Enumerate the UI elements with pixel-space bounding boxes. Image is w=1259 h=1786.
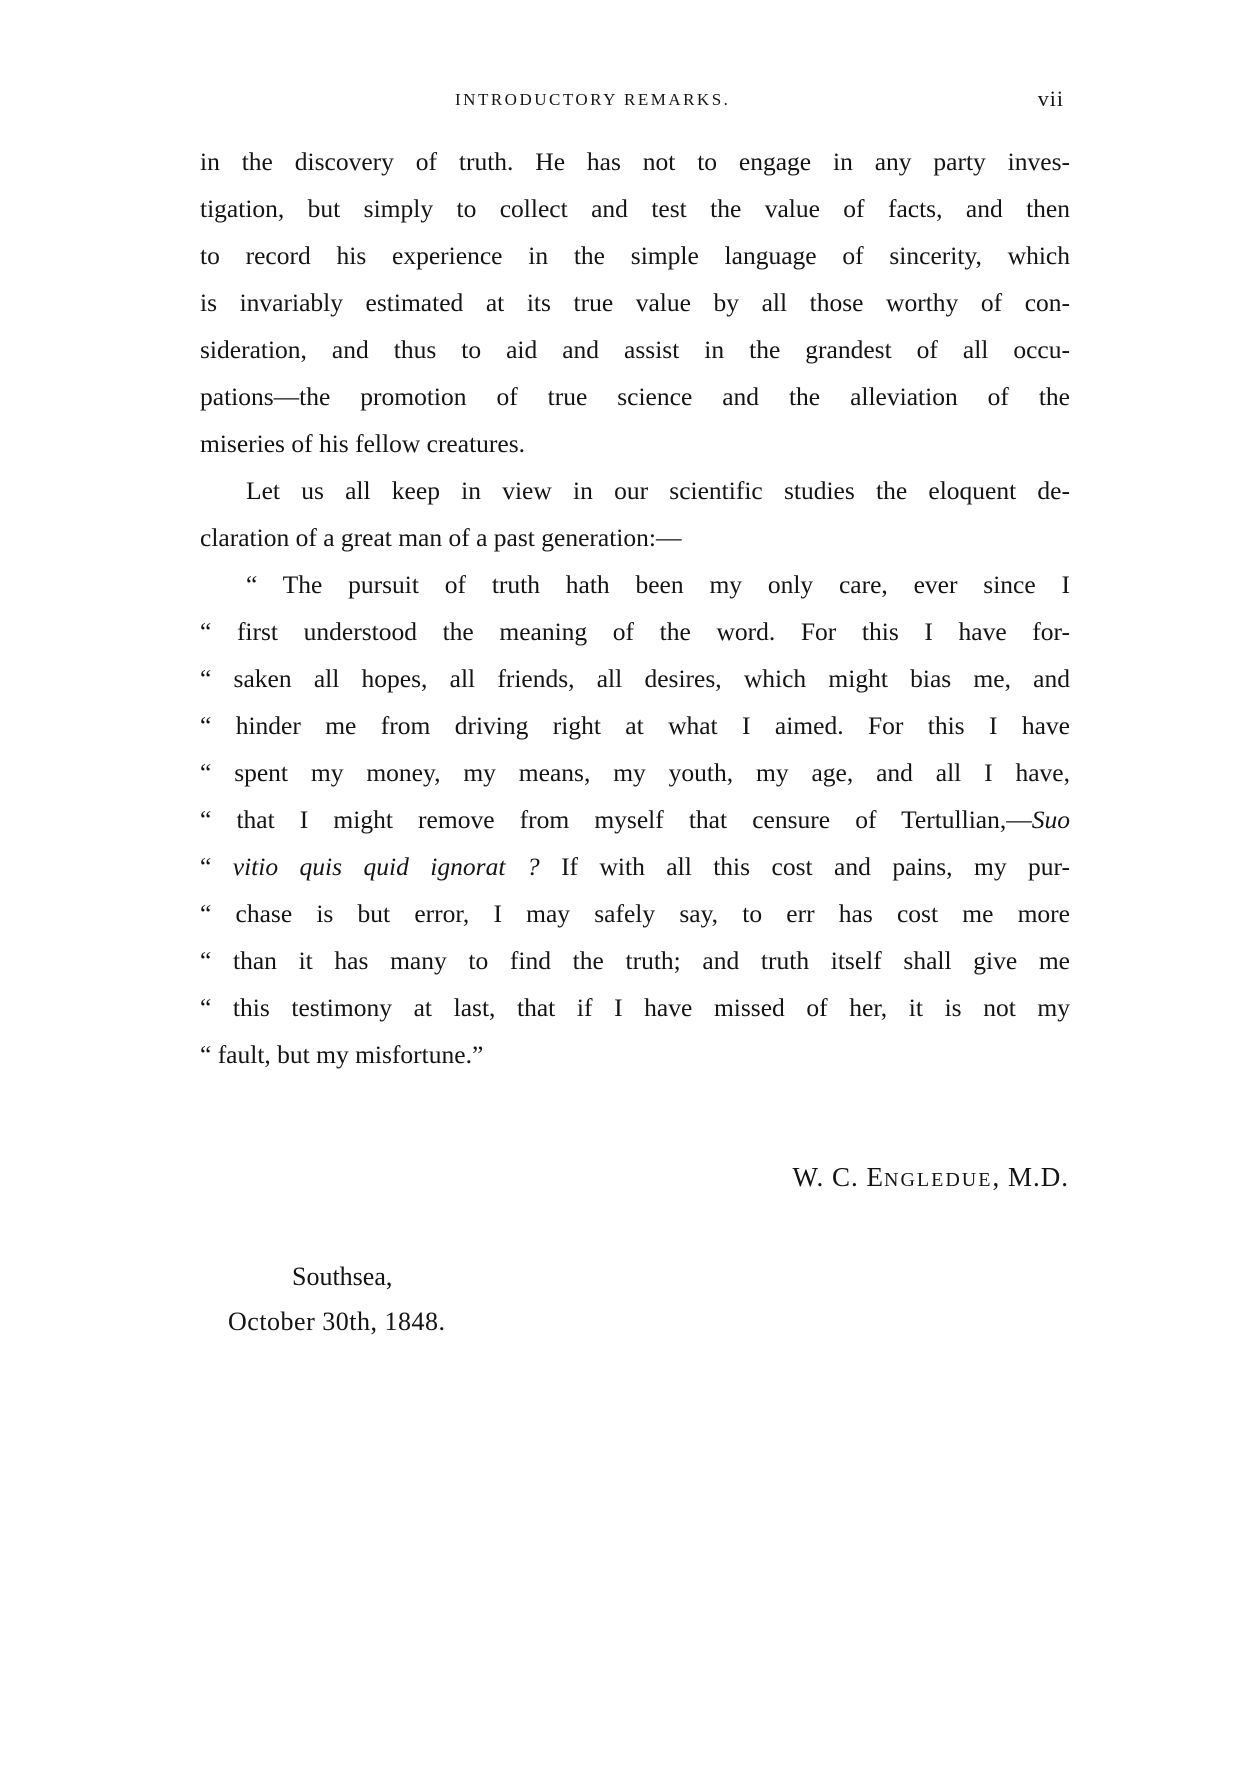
quote-line bbox=[200, 847, 1070, 887]
quote-line: “ first understood the meaning of the word. For this I have for- bbox=[200, 617, 1070, 646]
quote-line bbox=[200, 800, 1070, 840]
text-line: sideration, and thus to aid and assist in the grandest of all occu- bbox=[200, 335, 1070, 364]
text-line: Let us all keep in view in our scientific studies the eloquent de- bbox=[246, 476, 1070, 505]
quote-line: “ chase is but error, I may safely say, to err has cost me more bbox=[200, 899, 1070, 928]
author-initials: W. C. E bbox=[792, 1162, 885, 1192]
latin-phrase: Suo bbox=[1031, 805, 1070, 834]
author-signature bbox=[793, 1162, 1069, 1193]
text-line: miseries of his fellow creatures. bbox=[200, 429, 526, 458]
text-line: pations—the promotion of true science and the alleviation of the bbox=[200, 382, 1070, 411]
latin-phrase: vitio quis quid ignorat ? bbox=[232, 852, 540, 881]
page-number: vii bbox=[1037, 86, 1064, 111]
quote-line: “ spent my money, my means, my youth, my age, and all I have, bbox=[200, 758, 1070, 787]
text-line: to record his experience in the simple language of sincerity, which bbox=[200, 241, 1070, 270]
quote-line: “ than it has many to find the truth; and truth itself shall give me bbox=[200, 946, 1070, 975]
text-line: in the discovery of truth. He has not to engage in any party inves- bbox=[200, 147, 1070, 176]
running-title: INTRODUCTORY REMARKS. bbox=[455, 90, 731, 109]
author-surname: NGLEDUE bbox=[884, 1169, 993, 1191]
quote-line: “ fault, but my misfortune.” bbox=[200, 1040, 484, 1069]
quote-text: “ bbox=[200, 852, 233, 881]
quote-line: “ hinder me from driving right at what I aimed. For this I have bbox=[200, 711, 1070, 740]
quote-text: If with all this cost and pains, my pur- bbox=[539, 852, 1070, 881]
author-suffix: , M.D. bbox=[992, 1162, 1069, 1192]
dateline-date: October 30th, 1848. bbox=[228, 1307, 446, 1336]
quote-line: “ saken all hopes, all friends, all desires, which might bias me, and bbox=[200, 664, 1070, 693]
dateline-place: Southsea, bbox=[292, 1262, 393, 1291]
quote-line: “ The pursuit of truth hath been my only care, ever since I bbox=[246, 570, 1070, 599]
running-header bbox=[200, 86, 1070, 114]
quote-text: “ that I might remove from myself that censure of Tertullian,— bbox=[200, 805, 1032, 834]
text-line: claration of a great man of a past generation:— bbox=[200, 523, 682, 552]
text-line: tigation, but simply to collect and test the value of facts, and then bbox=[200, 194, 1070, 223]
quote-line: “ this testimony at last, that if I have missed of her, it is not my bbox=[200, 993, 1070, 1022]
text-line: is invariably estimated at its true value by all those worthy of con- bbox=[200, 288, 1070, 317]
